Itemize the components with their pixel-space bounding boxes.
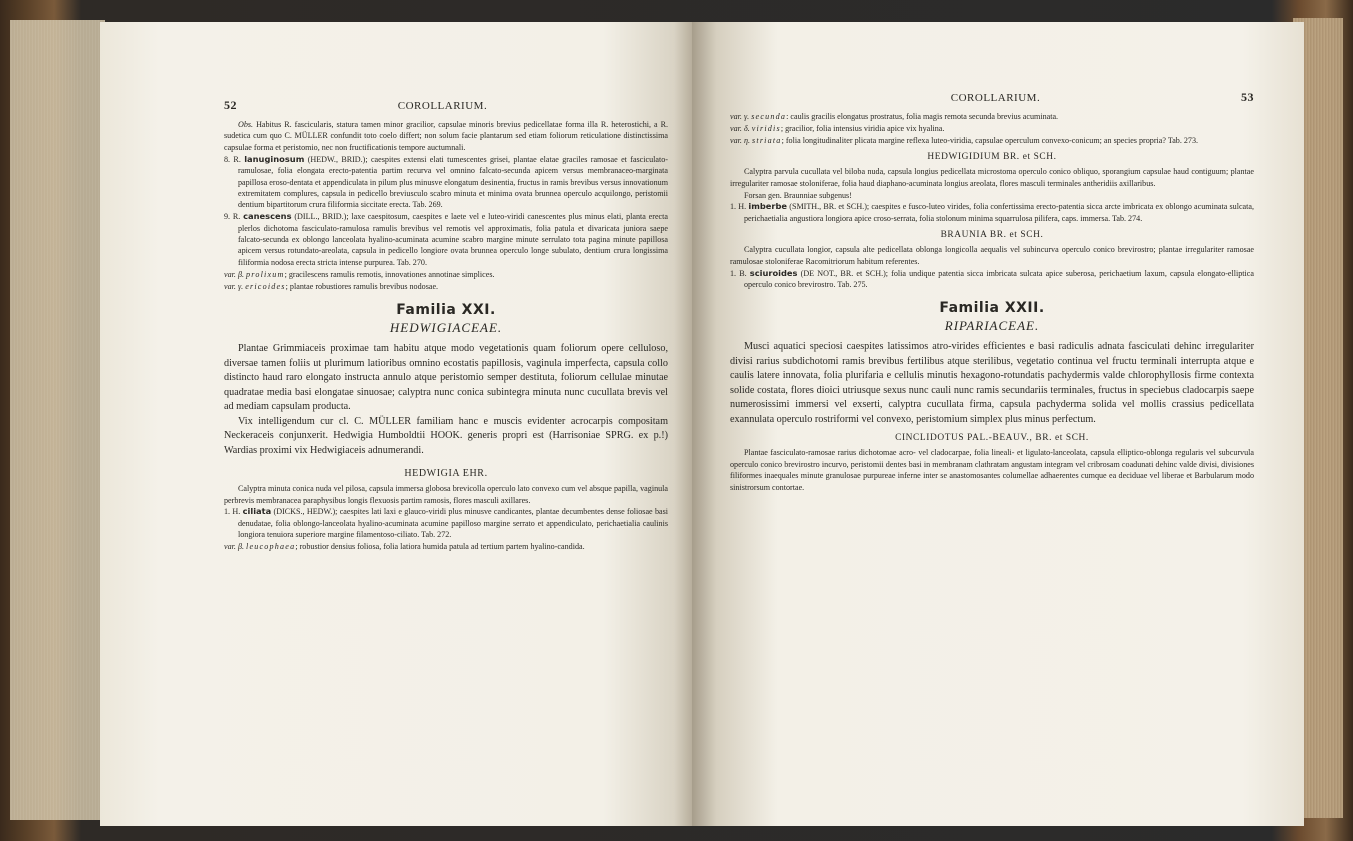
genus-description: Calyptra minuta conica nuda vel pilosa, capsula immersa globosa brevicolla operculo lato convexo cum vel absque papilla, vaginula perbrevis membranacea paraphysibus longis flexuosis partim ramosis, flores masculi axillares. — [224, 484, 668, 505]
species-name: canescens — [243, 211, 292, 222]
variety-name: prolixum — [246, 269, 285, 279]
genus-title: BRAUNIA BR. et SCH. — [940, 230, 1044, 241]
variety-name: secunda — [751, 112, 787, 121]
right-header — [730, 90, 1254, 105]
variety-text: ; plantae robustiores ramulis brevibus nodosae. — [285, 281, 439, 291]
species-name: ciliata — [242, 506, 272, 517]
variety-text: ; robustior densius foliosa, folia latiora humida patula ad tertium partem hyalino-candida. — [295, 542, 585, 552]
genus-description: Calyptra parvula cucullata vel biloba nuda, capsula longius pedicellata microstoma operculo conico obliquo, sporangium capsulae haud contiguum; plantae irregulariter ramosae stoloniferae, folia haud diaphano-acuminata longius areolata, flores masculi terminales antheridiis axillaribus. — [730, 167, 1254, 188]
variety-text: ; folia longitudinaliter plicata margine reflexa luteo-viridia, capsulae operculum convexo-conicum; an species propria? Tab. 273. — [781, 135, 1199, 145]
variety-label: var. β. — [224, 542, 244, 552]
species-text: (DICKS., HEDW.); caespites lati laxi e glauco-viridi plus minusve candicantes, plantae decumbentes dense foliosae basi denudatae, folia oblongo-lanceolata hyalino-acuminata acumine papilloso margine serrato et appendiculato, perichaetialia caulinis longiora tenuiora superiore margine filamentoso-ciliato. Tab. 272. — [238, 507, 669, 540]
genus-block — [730, 447, 1254, 493]
species-name: imberbe — [748, 201, 788, 212]
species-number: 9. R. — [224, 212, 241, 222]
genus-title: CINCLIDOTUS PAL.-BEAUV., BR. et SCH. — [895, 433, 1089, 444]
variety-name: striata — [752, 135, 782, 145]
genus-title: HEDWIGIDIUM BR. et SCH. — [927, 152, 1057, 163]
species-text: (DILL., BRID.); laxe caespitosum, caespites e laete vel e luteo-viridi canescentes plus minus elati, planta erecta plerlos dichotoma fasciculato-ramulosa ramulis brevibus vel remotis vel approximatis, folia patula et divaricata juniora saepe falcato-secunda ex oblongo lanceolata hyalino-acuminata acumine scabro margine minute serrulato tota pagina minute papillosa apicem versus rotundato-areolata, capsula in pedicello longiore ovata brunnea operculo longe subulato, dentium crura longissima filiformia nodosa erecta stricta intense purpurea. Tab. 270. — [238, 212, 668, 267]
obs-paragraph — [224, 119, 668, 153]
species-entry — [730, 268, 1254, 291]
species-entry — [730, 201, 1254, 224]
variety-entry — [224, 541, 668, 552]
species-name: sciuroides — [749, 267, 798, 278]
family-paragraph: Musci aquatici speciosi caespites latissimos atro-virides efficientes e basi radiculis adnata fasciculati dehinc irregulariter divisi rarius subdichotomi ramis brevibus fertilibus atque sterilibus, vegetatio continua vel fructu terminali interrupta atque e caulis latere innovata, folia plurifaria e cellulis minutis hexagono-rotundatis pachydermis valde chlorophyllosis firme contexta solide costata, flores dioici utriusque sexus nunc cauli nunc ramis secundariis terminales, fructus in speciebus cladocarpis saepe numerosissimi immersi vel exserti, calyptra cucullata firma, capsula pachyderma solida vel mollis crassius pedicellata exannulata operculo rostriformi vel convexo, peristomium simplex plus minus perfectum. — [730, 341, 1254, 425]
variety-text: ; gracilescens ramulis remotis, innovationes annotinae simplices. — [284, 269, 495, 279]
right-varieties — [730, 111, 1254, 146]
species-text: (HEDW., BRID.); caespites extensi elati tumescentes grisei, plantae elatae graciles ramosae et fasciculato-ramulosae, folia elongata erecto-patentia partim recurva vel omnino falcato-secunda apicem versus membranaceo-marginata papillosa eroso-dentata et appendiculata in pilum plus minusve elongatum desinentia, fructus in ramis brevibus versus innovationum extremitatem complures, capsula in pedicello breviusculo scabro minuta et minima ovata brunnea operculo acquilongo, peristomii dentium bipartitorum crura filiformia siccitate erecta. Tab. 269. — [238, 154, 668, 210]
species-number: 1. H. — [224, 507, 241, 517]
family-title: Familia XXI. — [396, 302, 496, 319]
genus-description: Calyptra cucullata longior, capsula alte pedicellata oblonga longicolla aequalis vel subincurva operculo conico brevirostro; plantae irregulariter ramosae ramulosae stoloniferae Racomitriorum habitum referentes. — [730, 245, 1254, 266]
variety-name: viridis — [751, 123, 781, 133]
right-page — [692, 22, 1304, 826]
species-text: (SMITH., BR. et SCH.); caespites e fusco-luteo virides, folia confertissima erecto-patentia sicca arcte imbricata ex oblongo acuminata sulcata, perichaetialia angustiora longiora apice croso-serrata, folia stolonum minima squarrulosa pilifera, caps. immersa. Tab. 274. — [744, 202, 1255, 223]
variety-entry — [224, 281, 668, 292]
variety-label: var. δ. — [730, 123, 750, 133]
left-page-edges — [10, 20, 105, 820]
genus-description: Plantae fasciculato-ramosae rarius dichotomae acro- vel cladocarpae, folia lineali- et ligulato-lanceolata, capsula elliptico-oblonga regularis vel subcurvula operculo conico brevirostro incurvo, peristomii dentes basi in membranam clathratam angustam integram vel cribrosam coadunati dehinc valde divisi, divisiones filiformes inaequales minute granulosae purpureae inferne inter se anastomosantes columellae adhaerentes cumque ea deciduae vel liberae et Barbularum modo sinistrorsum contortae. — [730, 448, 1254, 492]
variety-entry — [730, 135, 1254, 146]
genus-block — [730, 244, 1254, 290]
variety-label: var. γ. — [224, 281, 244, 291]
species-name: lanuginosum — [244, 153, 305, 164]
species-text: (DE NOT., BR. et SCH.); folia undique patentia sicca imbricata sulcata apice suberosa, perichaetium laxum, capsula elongato-elliptica operculo conico brevirostro. Tab. 275. — [744, 268, 1254, 289]
page-number: 52 — [224, 98, 237, 112]
variety-text: ; gracilior, folia intensius viridia apice vix hyalina. — [780, 123, 945, 133]
family-description — [730, 340, 1254, 427]
variety-text: : caulis gracilis elongatus prostratus, folia magis remota secunda brevius acuminata. — [786, 112, 1059, 121]
family-paragraph: Vix intelligendum cur cl. C. MÜLLER familiam hanc e muscis evidenter acrocarpis compositam Neckeraceis conjunxerit. Hedwigia Humboldtii HOOK. generis propri est (Harrisoniae SPRG. ex p.!) Wardias proximi vix Hedwigiaceis adnumerandi. — [224, 415, 668, 456]
variety-label: var. γ. — [730, 112, 750, 121]
species-number: 8. R. — [224, 154, 241, 164]
genus-block — [224, 483, 668, 552]
family-name: RIPARIACEAE. — [944, 318, 1040, 334]
page-number: 53 — [1240, 90, 1254, 104]
genus-note: Forsan gen. Braunniae subgenus! — [744, 190, 852, 200]
species-entry — [224, 506, 668, 540]
left-page — [100, 22, 692, 826]
variety-label: var. β. — [224, 269, 244, 279]
left-header — [224, 98, 668, 113]
species-number: 1. B. — [730, 268, 747, 278]
family-description — [224, 342, 668, 458]
running-title: COROLLARIUM. — [950, 92, 1041, 104]
family-paragraph: Plantae Grimmiaceis proximae tam habitu atque modo vegetationis quam foliorum opere celluloso, diversae tamen foliis ut plurimum latioribus omnino ecostatis papillosis, vaginula imperfecta, capsula collo distincto haud raro elongato instructa annulo atque peristomio semper destituta, foliorum cellulae minutae quadratae media basi elongatae sinuosae; calyptra nunc conica subintegra minuta nunc cucullata brevis vel ad mediam capsulam producta. — [224, 343, 668, 413]
variety-entry — [224, 269, 668, 280]
obs-label: Obs. — [238, 120, 254, 129]
variety-name: ericoides — [245, 281, 286, 291]
variety-entry — [730, 111, 1254, 122]
genus-block — [730, 166, 1254, 224]
variety-name: leucophaea — [246, 542, 296, 552]
variety-label: var. η. — [730, 135, 750, 145]
species-entry — [224, 154, 668, 211]
species-entry — [224, 211, 668, 268]
family-title: Familia XXII. — [939, 300, 1045, 317]
variety-entry — [730, 123, 1254, 134]
running-title: COROLLARIUM. — [397, 100, 488, 112]
left-small-block — [224, 119, 668, 292]
obs-text: Habitus R. fascicularis, statura tamen minor gracilior, capsulae minoris brevius pedicellatae forma illa R. heterostichi, a R. sudetica cum quo C. MÜLLER confundit toto coelo differt; non solum facie plantarum sed etiam foliorum reticulatione distinctissima capsulae forma et peristomio, nec non fructificationis tempore auctumnali. — [224, 120, 668, 152]
family-name: HEDWIGIACEAE. — [389, 320, 503, 336]
species-number: 1. H. — [730, 202, 747, 212]
genus-title: HEDWIGIA EHR. — [404, 468, 488, 480]
